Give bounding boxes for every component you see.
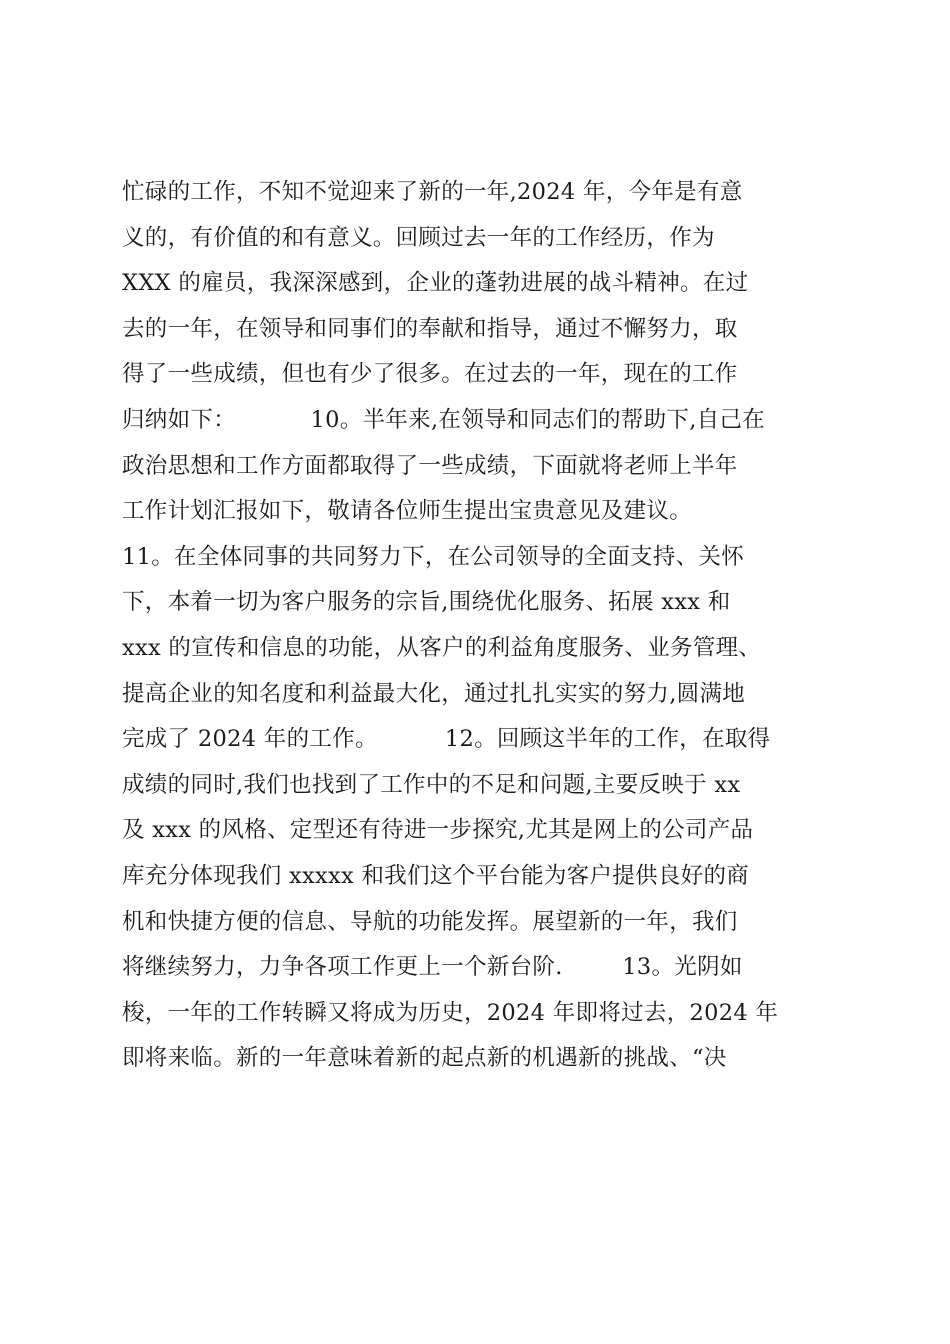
text-line: 完成了 2024 年的工作。 12。回顾这半年的工作，在取得 [122,726,771,753]
text-line: 将继续努力，力争各项工作更上一个新台阶. 13。光阴如 [122,954,743,981]
text-line: xxx 的宣传和信息的功能，从客户的利益角度服务、业务管理、 [122,634,762,661]
text-line: XXX 的雇员，我深深感到，企业的蓬勃进展的战斗精神。在过 [122,270,749,297]
text-line: 提高企业的知名度和利益最大化，通过扎扎实实的努力,圆满地 [122,680,746,707]
text-line: 机和快捷方便的信息、导航的功能发挥。展望新的一年，我们 [122,908,738,935]
text-line: 及 xxx 的风格、定型还有待进一步探究,尤其是网上的公司产品 [122,817,754,844]
text-line: 下，本着一切为客户服务的宗旨,围绕优化服务、拓展 xxx 和 [122,589,731,616]
text-line: 政治思想和工作方面都取得了一些成绩，下面就将老师上半年 [122,452,738,479]
text-line: 得了一些成绩，但也有少了很多。在过去的一年，现在的工作 [122,361,738,388]
text-line: 忙碌的工作，不知不觉迎来了新的一年,2024 年，今年是有意 [122,179,743,205]
text-line: 去的一年，在领导和同事们的奉献和指导，通过不懈努力，取 [122,315,738,342]
text-line: 库充分体现我们 xxxxx 和我们这个平台能为客户提供良好的商 [122,862,750,889]
text-line: 归纳如下： 10。半年来,在领导和同志们的帮助下,自己在 [122,406,766,433]
body-text [122,170,832,1082]
text-line: 义的，有价值的和有意义。回顾过去一年的工作经历，作为 [122,224,715,251]
text-line: 成绩的同时,我们也找到了工作中的不足和问题,主要反映于 xx [122,771,741,798]
text-line: 梭，一年的工作转瞬又将成为历史，2024 年即将过去，2024 年 [122,999,779,1026]
text-line: 即将来临。新的一年意味着新的起点新的机遇新的挑战、“决 [122,1045,727,1072]
text-line: 工作计划汇报如下，敬请各位师生提出宝贵意见及建议。 [122,498,693,525]
text-line: 11。在全体同事的共同努力下，在公司领导的全面支持、关怀 [122,543,745,570]
